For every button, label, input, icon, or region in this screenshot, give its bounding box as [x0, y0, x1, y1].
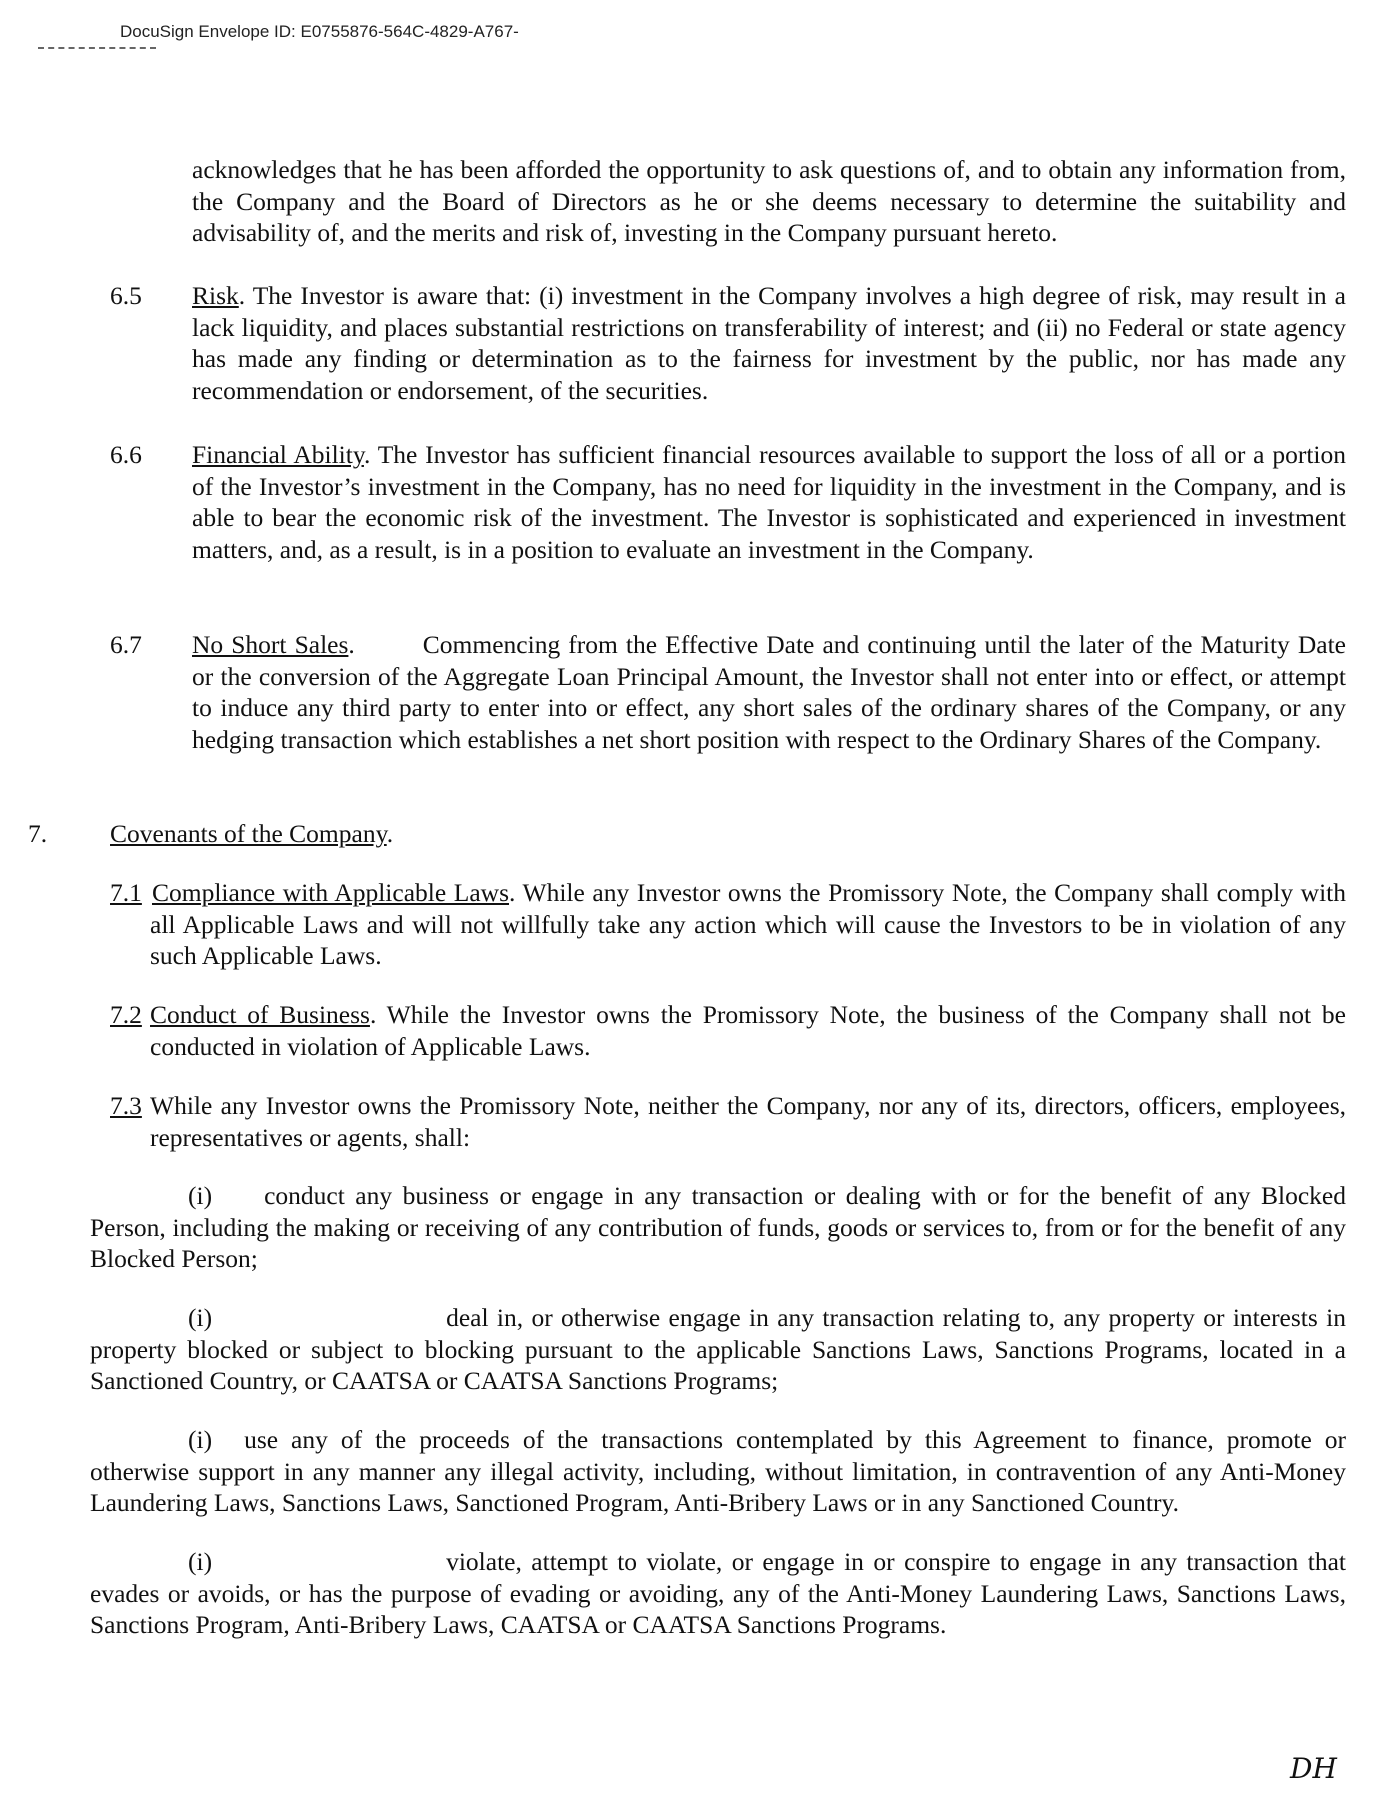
covenant-item	[90, 1546, 1346, 1641]
section-number-6-7: 6.7	[110, 630, 142, 659]
item-marker: (i)	[188, 1303, 213, 1332]
item-body: deal in, or otherwise engage in any transaction relating to, any property or interests in property blocked or subject to blocking pursuant to the applicable Sanctions Laws, Sanctions Programs, located in a Sanctioned Country, or CAATSA or CAATSA Sanctions Programs;	[90, 1303, 1346, 1395]
section-6-7-title: No Short Sales	[192, 630, 349, 659]
covenant-item	[90, 1302, 1346, 1397]
section-7-dot: .	[386, 819, 394, 848]
covenant-item	[90, 1424, 1346, 1519]
section-number-7-3: 7.3	[110, 1091, 142, 1120]
section-7-2	[150, 999, 1346, 1062]
envelope-id: DocuSign Envelope ID: E0755876-564C-4829-A767-	[120, 22, 519, 41]
section-7-1-title: Compliance with Applicable Laws	[152, 878, 509, 907]
section-number-7-1: 7.1	[110, 878, 142, 907]
section-7-2-title: Conduct of Business	[150, 1000, 370, 1029]
section-6-5-title: Risk	[192, 281, 239, 310]
section-7-1	[150, 877, 1346, 972]
section-7-1-body: . While any Investor owns the Promissory Note, the Company shall comply with all Applicable Laws and will not willfully take any action which will cause the Investors to be in violation of any such Applicable Laws.	[150, 878, 1346, 970]
section-7-heading	[110, 818, 393, 850]
item-body: conduct any business or engage in any transaction or dealing with or for the benefit of any Blocked Person, including the making or receiving of any contribution of funds, goods or services to, from or for the benefit of any Blocked Person;	[90, 1181, 1346, 1273]
continuation-paragraph: acknowledges that he has been afforded the opportunity to ask questions of, and to obtain any information from, the Company and the Board of Directors as he or she deems necessary to determine the suitability and advisability of, and the merits and risk of, investing in the Company pursuant hereto.	[192, 155, 1346, 247]
item-body: violate, attempt to violate, or engage in or conspire to engage in any transaction that evades or avoids, or has the purpose of evading or avoiding, any of the Anti-Money Laundering Laws, Sanctions Laws, Sanctions Program, Anti-Bribery Laws, CAATSA or CAATSA Sanctions Programs.	[90, 1547, 1346, 1639]
item-marker: (i)	[188, 1425, 213, 1454]
section-number-7: 7.	[28, 819, 48, 848]
section-7-title: Covenants of the Company	[110, 819, 387, 848]
section-6-5	[192, 280, 1346, 406]
covenant-item	[90, 1180, 1346, 1275]
section-number-6-5: 6.5	[110, 281, 142, 310]
section-6-6-title: Financial Ability	[192, 440, 364, 469]
section-7-2-body: . While the Investor owns the Promissory Note, the business of the Company shall not be conducted in violation of Applicable Laws.	[150, 1000, 1346, 1061]
section-6-7	[192, 629, 1346, 755]
section-6-7-dot: .	[348, 630, 355, 659]
section-7-3: While any Investor owns the Promissory Note, neither the Company, nor any of its, directors, officers, employees, representatives or agents, shall:	[150, 1091, 1346, 1152]
section-6-6-body: . The Investor has sufficient financial resources available to support the loss of all or a portion of the Investor’s investment in the Company, has no need for liquidity in the investment in the Company, and is able to bear the economic risk of the investment. The Investor is sophisticated and experienced in investment matters, and, as a result, is in a position to evaluate an investment in the Company.	[192, 440, 1346, 564]
section-6-7-body: Commencing from the Effective Date and continuing until the later of the Maturity Date or the conversion of the Aggregate Loan Principal Amount, the Investor shall not enter into or effect, or attempt to induce any third party to enter into or effect, any short sales of the ordinary shares of the Company, or any hedging transaction which establishes a net short position with respect to the Ordinary Shares of the Company.	[192, 630, 1346, 754]
section-6-5-body: . The Investor is aware that: (i) investment in the Company involves a high degree of risk, may result in a lack liquidity, and places substantial restrictions on transferability of interest; and (ii) no Federal or state agency has made any finding or determination as to the fairness for investment by the public, nor has made any recommendation or endorsement, of the securities.	[192, 281, 1346, 405]
item-marker: (i)	[188, 1547, 213, 1576]
section-6-6	[192, 439, 1346, 565]
section-number-7-2: 7.2	[110, 1000, 142, 1029]
item-body: use any of the proceeds of the transactions contemplated by this Agreement to finance, promote or otherwise support in any manner any illegal activity, including, without limitation, in contravention of any Anti-Money Laundering Laws, Sanctions Laws, Sanctioned Program, Anti-Bribery Laws or in any Sanctioned Country.	[90, 1425, 1346, 1517]
signer-initials: DH	[1290, 1752, 1337, 1785]
section-number-6-6: 6.6	[110, 440, 142, 469]
header-dash-line	[38, 47, 156, 49]
item-marker: (i)	[188, 1181, 213, 1210]
